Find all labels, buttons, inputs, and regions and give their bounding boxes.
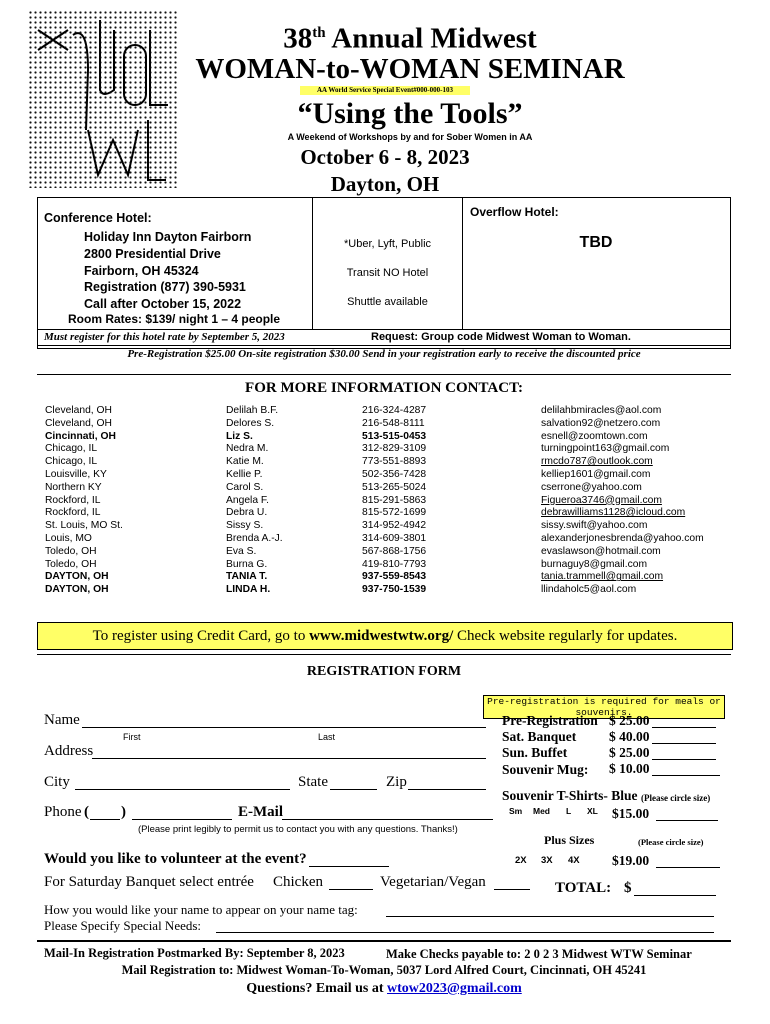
- contact-city: Chicago, IL: [45, 456, 98, 468]
- contact-name: Kellie P.: [226, 468, 263, 480]
- contact-email[interactable]: kelliep1601@gmail.com: [541, 468, 651, 480]
- hotel-divider-2: [462, 197, 463, 329]
- hotel-street: 2800 Presidential Drive: [84, 246, 221, 261]
- page-title-line1: 38th Annual Midwest: [283, 22, 537, 55]
- contact-city: Cleveland, OH: [45, 405, 112, 416]
- contact-email[interactable]: Figueroa3746@gmail.com: [541, 494, 662, 506]
- contact-name: Angela F.: [226, 494, 269, 506]
- contact-phone: 513-265-5024: [362, 481, 427, 493]
- total-label: TOTAL:: [555, 880, 612, 896]
- qty-mug-input[interactable]: [652, 775, 720, 776]
- contact-email[interactable]: delilahbmiracles@aol.com: [541, 405, 662, 416]
- plus-size-3x[interactable]: 3X: [541, 855, 553, 866]
- conference-hotel-label: Conference Hotel:: [44, 211, 152, 225]
- contact-phone: 312-829-3109: [362, 443, 427, 455]
- city-label: City: [44, 774, 70, 790]
- contact-email[interactable]: alexanderjonesbrenda@yahoo.com: [541, 532, 704, 544]
- contact-city: Louis, MO: [45, 532, 92, 544]
- plus-size-price: $19.00: [612, 853, 650, 868]
- hotel-divider-row2: [37, 345, 731, 346]
- contact-name: Katie M.: [226, 456, 264, 468]
- zip-input[interactable]: [408, 789, 486, 790]
- seminar-theme: “Using the Tools”: [297, 97, 523, 130]
- group-code-request: Request: Group code Midwest Woman to Woman.: [371, 331, 631, 343]
- contact-name: Delilah B.F.: [226, 405, 279, 416]
- contact-name: Liz S.: [226, 430, 253, 442]
- contacts-emails-column: [541, 405, 704, 597]
- total-dollar-sign: $: [624, 880, 632, 896]
- phone-area-code-input[interactable]: [90, 819, 120, 820]
- name-tag-input[interactable]: [386, 916, 714, 917]
- room-rates: Room Rates: $139/ night 1 – 4 people: [68, 312, 281, 326]
- tshirt-price: $15.00: [612, 806, 650, 821]
- contact-city: DAYTON, OH: [45, 571, 109, 583]
- contact-phone: 513-515-0453: [362, 430, 427, 442]
- contacts-cities-column: [45, 405, 123, 597]
- form-top-rule: [37, 654, 731, 655]
- event-city: Dayton, OH: [330, 172, 440, 196]
- contact-name: LINDA H.: [226, 584, 271, 596]
- contact-name: Eva S.: [226, 545, 257, 557]
- contact-email[interactable]: esnell@zoomtown.com: [541, 430, 648, 442]
- contact-email[interactable]: sissy.swift@yahoo.com: [541, 520, 648, 532]
- special-needs-input[interactable]: [216, 932, 714, 933]
- contact-name: Nedra M.: [226, 443, 269, 455]
- event-dates: October 6 - 8, 2023: [300, 145, 470, 169]
- credit-card-banner: To register using Credit Card, go to www.midwestwtw.org/ Check website regularly for updates.: [37, 622, 733, 650]
- name-input[interactable]: [82, 727, 486, 728]
- registration-form-heading: REGISTRATION FORM: [306, 664, 462, 679]
- checks-payable: Make Checks payable to: 2 0 2 3 Midwest WTW Seminar: [386, 947, 692, 961]
- mail-registration-address: Mail Registration to: Midwest Woman-To-Woman, 5037 Lord Alfred Court, Cincinnati, OH 45241: [121, 963, 647, 977]
- tshirt-circle-note: (Please circle size): [641, 793, 711, 803]
- chicken-option-label: Chicken: [273, 874, 323, 890]
- price-value-banquet: $ 40.00: [609, 729, 650, 744]
- tshirt-size-med[interactable]: Med: [533, 806, 550, 816]
- state-label: State: [298, 774, 328, 790]
- vegetarian-option-label: Vegetarian/Vegan: [380, 874, 486, 890]
- conference-hotel-details: [84, 229, 251, 313]
- hotel-phone: Registration (877) 390-5931: [84, 280, 246, 295]
- vegetarian-option-input[interactable]: [494, 889, 530, 890]
- phone-area-close: ): [121, 804, 126, 820]
- total-input[interactable]: [634, 895, 716, 896]
- footer-top-rule: [37, 940, 731, 942]
- price-item-pre-registration: Pre-Registration: [502, 713, 598, 728]
- contact-name: Delores S.: [226, 417, 275, 429]
- first-name-sublabel: First: [123, 732, 141, 742]
- qty-buffet-input[interactable]: [652, 759, 716, 760]
- special-needs-label: Please Specify Special Needs:: [44, 918, 202, 933]
- contact-phone: 314-952-4942: [362, 520, 427, 532]
- chicken-option-input[interactable]: [329, 889, 373, 890]
- phone-number-input[interactable]: [132, 819, 232, 820]
- zip-label: Zip: [386, 774, 407, 790]
- contact-name: Brenda A.-J.: [226, 532, 283, 544]
- tshirt-label: Souvenir T-Shirts- Blue: [502, 788, 638, 803]
- contacts-names-column: [226, 405, 283, 597]
- contact-phone: 815-291-5863: [362, 494, 427, 506]
- email-label: E-Mail: [238, 804, 283, 820]
- contact-city: Louisville, KY: [45, 468, 107, 480]
- contact-phone: 773-551-8893: [362, 456, 427, 468]
- price-value-pre-registration: $ 25.00: [609, 713, 650, 728]
- contact-city: Northern KY: [45, 481, 102, 493]
- price-value-mug: $ 10.00: [609, 761, 650, 776]
- contact-phone: 502-356-7428: [362, 468, 427, 480]
- contact-phone: 314-609-3801: [362, 532, 427, 544]
- postmark-deadline: Mail-In Registration Postmarked By: September 8, 2023: [44, 946, 345, 960]
- contact-name: Burna G.: [226, 558, 268, 570]
- tshirt-size-sm[interactable]: Sm: [509, 806, 523, 816]
- website-link[interactable]: www.midwestwtw.org/: [309, 628, 454, 644]
- city-input[interactable]: [75, 789, 290, 790]
- qty-pre-registration-input[interactable]: [652, 727, 716, 728]
- contact-phone: 419-810-7793: [362, 558, 427, 570]
- questions-line: Questions? Email us at wtow2023@gmail.com: [246, 981, 522, 996]
- tshirt-size-l[interactable]: L: [566, 806, 572, 816]
- contact-email[interactable]: salvation92@netzero.com: [541, 417, 661, 429]
- hotel-city: Fairborn, OH 45324: [84, 263, 199, 278]
- overflow-hotel-value: TBD: [579, 234, 613, 251]
- contact-city: DAYTON, OH: [45, 584, 109, 596]
- price-item-mug: Souvenir Mug:: [502, 762, 589, 777]
- hotel-call-after: Call after October 15, 2022: [84, 297, 242, 312]
- banquet-entree-label: For Saturday Banquet select entrée: [44, 874, 254, 890]
- page-title-line2: WOMAN-to-WOMAN SEMINAR: [195, 53, 625, 85]
- contact-name: TANIA T.: [226, 571, 268, 583]
- contacts-phones-column: [362, 405, 426, 597]
- price-value-buffet: $ 25.00: [609, 745, 650, 760]
- contact-city: Cleveland, OH: [45, 417, 112, 429]
- contact-email[interactable]: evaslawson@hotmail.com: [541, 545, 661, 557]
- transport-info: *Uber, Lyft, Public Transit NO Hotel Shuttle available: [343, 238, 432, 308]
- contact-name: Sissy S.: [226, 520, 264, 532]
- contact-city: Toledo, OH: [45, 558, 97, 570]
- plus-sizes-label: Plus Sizes: [544, 833, 595, 847]
- contacts-top-rule: [37, 374, 731, 375]
- state-input[interactable]: [330, 789, 377, 790]
- contact-phone: 937-750-1539: [362, 584, 427, 596]
- pre-registration-required-note: Pre-registration is required for meals or souvenirs.: [483, 695, 725, 719]
- qty-banquet-input[interactable]: [652, 743, 716, 744]
- plus-sizes-circle-note: (Please circle size): [638, 837, 704, 847]
- contact-city: Rockford, IL: [45, 494, 101, 506]
- tshirt-size-xl[interactable]: XL: [587, 806, 598, 816]
- legible-note: (Please print legibly to permit us to contact you with any questions. Thanks!): [138, 824, 458, 835]
- seminar-tagline: A Weekend of Workshops by and for Sober Women in AA: [287, 132, 533, 142]
- contact-city: Chicago, IL: [45, 443, 98, 455]
- plus-size-4x[interactable]: 4X: [568, 855, 580, 866]
- hotel-divider-row: [37, 329, 731, 330]
- contact-email[interactable]: turningpoint163@gmail.com: [541, 443, 670, 455]
- contact-email-link[interactable]: wtow2023@gmail.com: [387, 981, 522, 996]
- address-label: Address: [44, 743, 94, 759]
- contact-email[interactable]: rmcdo787@outlook.com: [541, 456, 653, 468]
- contact-phone: 567-868-1756: [362, 545, 427, 557]
- contact-city: St. Louis, MO St.: [45, 520, 123, 532]
- contact-phone: 937-559-8543: [362, 571, 427, 583]
- phone-area-open: (: [84, 804, 89, 820]
- name-label: Name: [44, 712, 80, 728]
- contact-email[interactable]: burnaguy8@gmail.com: [541, 558, 648, 570]
- contact-email[interactable]: llindaholc5@aol.com: [541, 584, 637, 596]
- contact-city: Rockford, IL: [45, 507, 101, 519]
- contact-email[interactable]: debrawilliams1128@icloud.com: [541, 507, 686, 519]
- volunteer-input[interactable]: [309, 866, 389, 867]
- overflow-hotel-label: Overflow Hotel:: [470, 205, 559, 219]
- hotel-name: Holiday Inn Dayton Fairborn: [84, 230, 252, 244]
- phone-label: Phone: [44, 804, 82, 820]
- must-register-note: Must register for this hotel rate by September 5, 2023: [44, 331, 285, 343]
- contacts-heading: FOR MORE INFORMATION CONTACT:: [245, 380, 523, 396]
- contact-name: Debra U.: [226, 507, 268, 519]
- contact-city: Toledo, OH: [45, 545, 97, 557]
- price-item-buffet: Sun. Buffet: [502, 745, 568, 760]
- contact-phone: 216-324-4287: [362, 405, 427, 416]
- pre-registration-pricing: Pre-Registration $25.00 On-site registration $30.00 Send in your registration early to receive the discounted price: [127, 348, 641, 360]
- contact-city: Cincinnati, OH: [45, 430, 116, 442]
- qty-tshirt-input[interactable]: [656, 820, 718, 821]
- address-input[interactable]: [92, 758, 486, 759]
- contact-email[interactable]: cserrone@yahoo.com: [541, 481, 642, 493]
- contact-name: Carol S.: [226, 481, 264, 493]
- service-event-number: AA World Service Special Event#000-000-103: [300, 86, 470, 95]
- contact-phone: 216-548-8111: [362, 417, 425, 429]
- email-input[interactable]: [282, 819, 493, 820]
- qty-plus-size-input[interactable]: [656, 867, 720, 868]
- volunteer-question: Would you like to volunteer at the event?: [44, 851, 307, 867]
- plus-size-2x[interactable]: 2X: [515, 855, 527, 866]
- contact-email[interactable]: tania.trammell@gmail.com: [541, 571, 664, 583]
- price-item-banquet: Sat. Banquet: [502, 729, 577, 744]
- last-name-sublabel: Last: [318, 732, 336, 742]
- contact-phone: 815-572-1699: [362, 507, 427, 519]
- name-tag-label: How you would like your name to appear on your name tag:: [44, 902, 358, 917]
